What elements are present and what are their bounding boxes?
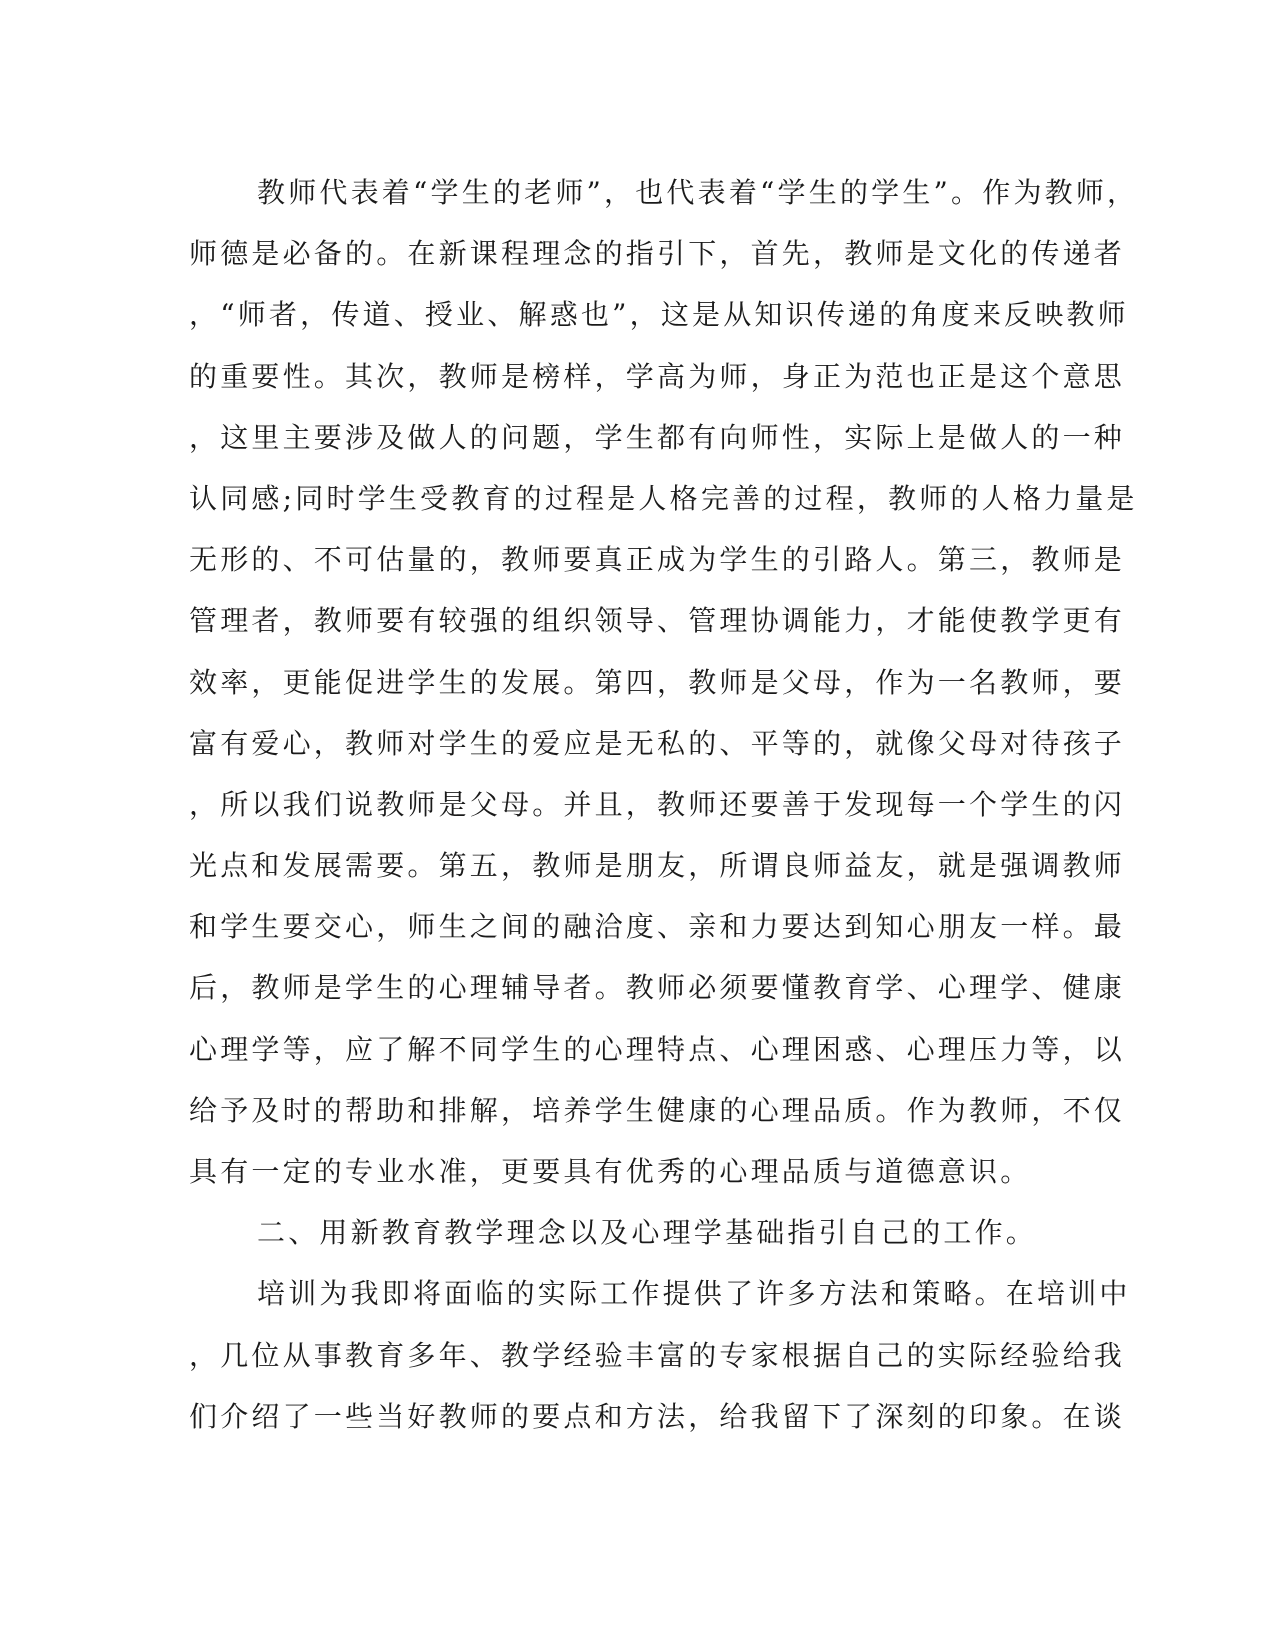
text-line: 师德是必备的。在新课程理念的指引下，首先，教师是文化的传递者 xyxy=(189,237,1126,271)
text-line: 们介绍了一些当好教师的要点和方法，给我留下了深刻的印象。在谈 xyxy=(189,1399,1126,1433)
document-body xyxy=(189,162,1139,1447)
text-line: 心理学等，应了解不同学生的心理特点、心理困惑、心理压力等，以 xyxy=(189,1032,1126,1066)
text-line: 教师代表着“学生的老师”，也代表着“学生的学生”。作为教师， xyxy=(257,176,1139,209)
text-line: ，几位从事教育多年、教学经验丰富的专家根据自己的实际经验给我 xyxy=(189,1338,1126,1372)
text-line: 后，教师是学生的心理辅导者。教师必须要懂教育学、心理学、健康 xyxy=(189,971,1126,1005)
text-line: 管理者，教师要有较强的组织领导、管理协调能力，才能使教学更有 xyxy=(189,604,1126,638)
text-line: ，所以我们说教师是父母。并且，教师还要善于发现每一个学生的闪 xyxy=(189,787,1126,821)
text-line: 培训为我即将面临的实际工作提供了许多方法和策略。在培训中 xyxy=(257,1277,1131,1311)
text-line: 效率，更能促进学生的发展。第四，教师是父母，作为一名教师，要 xyxy=(189,665,1126,699)
text-line: 光点和发展需要。第五，教师是朋友，所谓良师益友，就是强调教师 xyxy=(189,849,1126,883)
text-line: 富有爱心，教师对学生的爱应是无私的、平等的，就像父母对待孩子 xyxy=(189,726,1126,760)
text-line: ，“师者，传道、授业、解惑也”，这是从知识传递的角度来反映教师 xyxy=(189,298,1129,332)
text-line: 给予及时的帮助和排解，培养学生健康的心理品质。作为教师，不仅 xyxy=(189,1093,1126,1127)
text-line: 的重要性。其次，教师是榜样，学高为师，身正为范也正是这个意思 xyxy=(189,359,1126,393)
text-line: 具有一定的专业水准，更要具有优秀的心理品质与道德意识。 xyxy=(189,1155,1032,1188)
text-line: 无形的、不可估量的，教师要真正成为学生的引路人。第三，教师是 xyxy=(189,543,1126,577)
text-line: ，这里主要涉及做人的问题，学生都有向师性，实际上是做人的一种 xyxy=(189,420,1126,454)
section-heading: 二、用新教育教学理念以及心理学基础指引自己的工作。 xyxy=(257,1216,1038,1250)
text-line: 认同感;同时学生受教育的过程是人格完善的过程，教师的人格力量是 xyxy=(189,481,1138,515)
text-line: 和学生要交心，师生之间的融洽度、亲和力要达到知心朋友一样。最 xyxy=(189,910,1126,944)
